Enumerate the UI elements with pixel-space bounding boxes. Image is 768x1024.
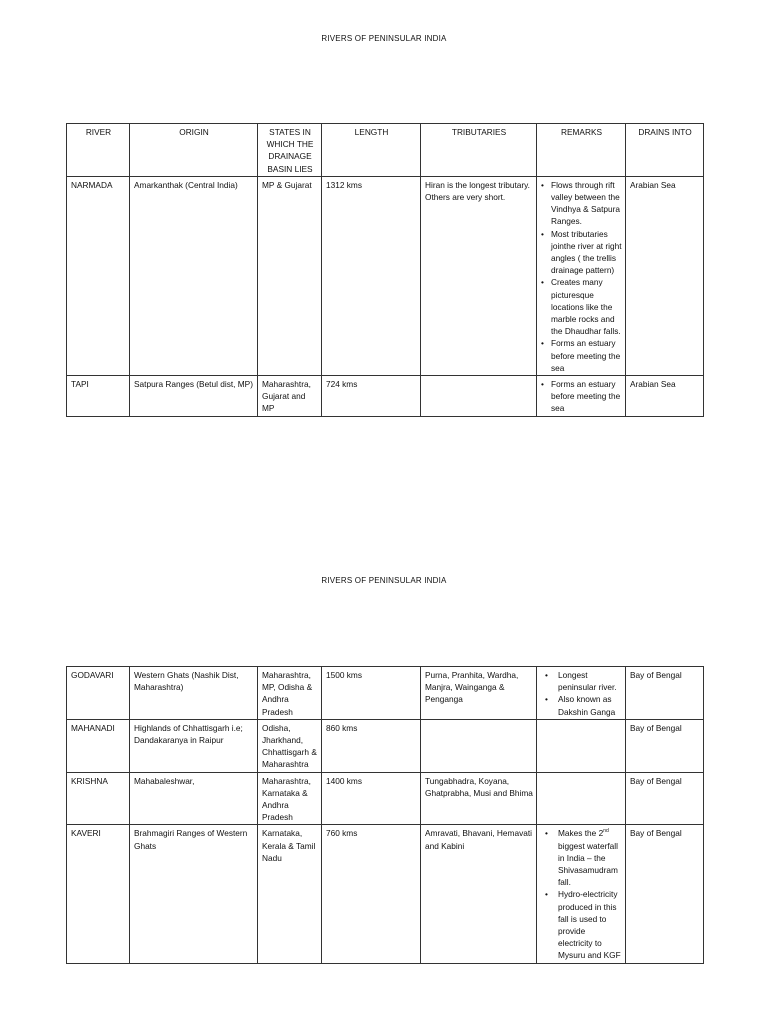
river-name: TAPI (67, 376, 130, 417)
table-header-row (67, 124, 704, 177)
remark-item: • Longest peninsular river. (541, 669, 622, 693)
river-tributaries (421, 376, 537, 417)
remark-item: • Most tributaries jointhe river at right angles ( the trellis drainage pattern) (541, 228, 622, 277)
river-tributaries: Purna, Pranhita, Wardha, Manjra, Wainganga & Penganga (421, 667, 537, 720)
river-name: KRISHNA (67, 772, 130, 825)
river-remarks (537, 825, 626, 963)
table-row (67, 825, 704, 963)
river-origin: Amarkanthak (Central India) (130, 176, 258, 375)
river-tributaries: Amravati, Bhavani, Hemavati and Kabini (421, 825, 537, 963)
remarks-list (541, 179, 622, 374)
column-header-river: RIVER (67, 124, 130, 177)
river-length: 724 kms (322, 376, 421, 417)
river-origin: Satpura Ranges (Betul dist, MP) (130, 376, 258, 417)
remarks-list (541, 827, 622, 961)
river-drains-into: Bay of Bengal (626, 772, 704, 825)
river-drains-into: Arabian Sea (626, 176, 704, 375)
river-remarks (537, 719, 626, 772)
column-header-drains-into: DRAINS INTO (626, 124, 704, 177)
river-states: Maharashtra, MP, Odisha & Andhra Pradesh (258, 667, 322, 720)
river-drains-into: Bay of Bengal (626, 667, 704, 720)
river-drains-into: Arabian Sea (626, 376, 704, 417)
river-states: Maharashtra, Karnataka & Andhra Pradesh (258, 772, 322, 825)
column-header-tributaries: TRIBUTARIES (421, 124, 537, 177)
rivers-table-2 (66, 666, 704, 964)
remark-item: • Forms an estuary before meeting the sea (541, 378, 622, 415)
river-tributaries: Tungabhadra, Koyana, Ghatprabha, Musi and Bhima (421, 772, 537, 825)
river-length: 1312 kms (322, 176, 421, 375)
table-row (67, 667, 704, 720)
remark-text: Makes the 2 (558, 828, 604, 839)
river-length: 760 kms (322, 825, 421, 963)
river-states: Karnataka, Kerala & Tamil Nadu (258, 825, 322, 963)
remarks-list (541, 378, 622, 415)
remark-item: • Hydro-electricity produced in this fall is used to provide electricity to Mysuru and KGF (541, 888, 622, 961)
column-header-states: STATES IN WHICH THE DRAINAGE BASIN LIES (258, 124, 322, 177)
remark-item (541, 827, 622, 888)
river-name: KAVERI (67, 825, 130, 963)
river-remarks (537, 376, 626, 417)
river-name: NARMADA (67, 176, 130, 375)
column-header-origin: ORIGIN (130, 124, 258, 177)
river-length: 860 kms (322, 719, 421, 772)
river-states: MP & Gujarat (258, 176, 322, 375)
river-origin: Western Ghats (Nashik Dist, Maharashtra) (130, 667, 258, 720)
river-remarks (537, 667, 626, 720)
table-row (67, 176, 704, 375)
remarks-list (541, 669, 622, 718)
river-name: MAHANADI (67, 719, 130, 772)
river-tributaries: Hiran is the longest tributary. Others are very short. (421, 176, 537, 375)
column-header-remarks: REMARKS (537, 124, 626, 177)
remark-item: • Creates many picturesque locations like the marble rocks and the Dhaudhar falls. (541, 276, 622, 337)
remark-item: • Flows through rift valley between the Vindhya & Satpura Ranges. (541, 179, 622, 228)
table-row (67, 719, 704, 772)
remark-text: biggest waterfall in India – the Shivasamudram fall. (558, 840, 618, 888)
page-title: RIVERS OF PENINSULAR INDIA (321, 34, 447, 43)
rivers-table-1 (66, 123, 704, 417)
river-length: 1400 kms (322, 772, 421, 825)
table-row (67, 772, 704, 825)
remark-item: • Forms an estuary before meeting the sea (541, 337, 622, 374)
river-states: Maharashtra, Gujarat and MP (258, 376, 322, 417)
table-row (67, 376, 704, 417)
river-remarks (537, 772, 626, 825)
river-name: GODAVARI (67, 667, 130, 720)
page-title: RIVERS OF PENINSULAR INDIA (321, 576, 447, 585)
river-length: 1500 kms (322, 667, 421, 720)
river-states: Odisha, Jharkhand, Chhattisgarh & Maharashtra (258, 719, 322, 772)
river-remarks (537, 176, 626, 375)
river-origin: Brahmagiri Ranges of Western Ghats (130, 825, 258, 963)
river-origin: Mahabaleshwar, (130, 772, 258, 825)
remark-item: • Also known as Dakshin Ganga (541, 693, 622, 717)
ordinal-suffix: nd (603, 828, 609, 835)
river-origin: Highlands of Chhattisgarh i.e; Dandakaranya in Raipur (130, 719, 258, 772)
river-tributaries (421, 719, 537, 772)
column-header-length: LENGTH (322, 124, 421, 177)
river-drains-into: Bay of Bengal (626, 719, 704, 772)
river-drains-into: Bay of Bengal (626, 825, 704, 963)
